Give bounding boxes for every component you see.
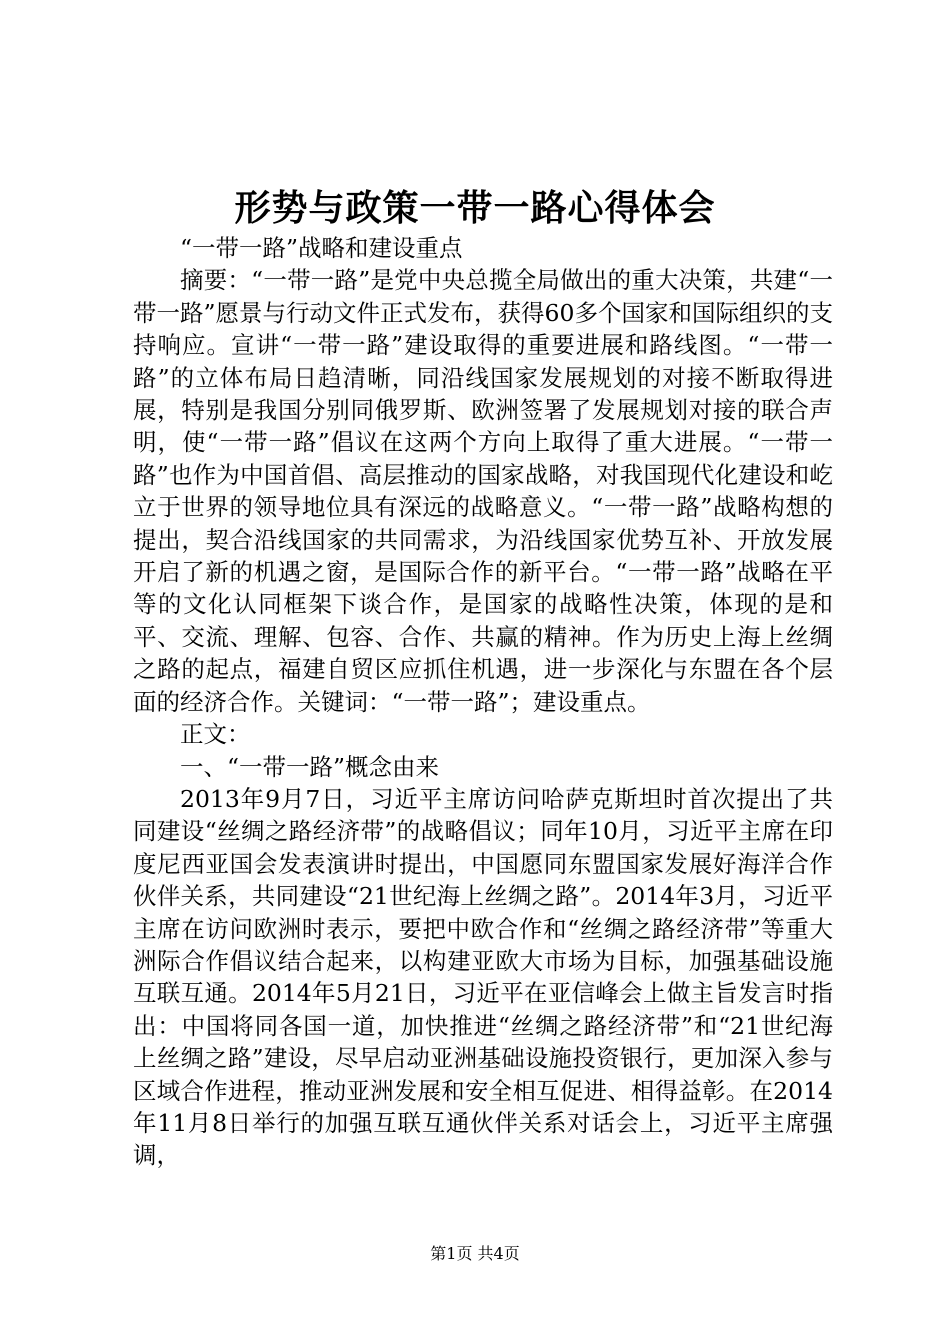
section-heading: 一、“一带一路”概念由来	[180, 752, 440, 781]
abstract-paragraph: 摘要：“一带一路”是党中央总揽全局做出的重大决策，共建“一带一路”愿景与行动文件正式发布，获得60多个国家和国际组织的支持响应。宣讲“一带一路”建设取得的重要进展和路线图。“一带一路”的立体布局日趋清晰，同沿线国家发展规划的对接不断取得进展，特别是我国分别同俄罗斯、欧洲签署了发展规划对接的联合声明，使“一带一路”倡议在这两个方向上取得了重大进展。“一带一路”也作为中国首倡、高层推动的国家战略，对我国现代化建设和屹立于世界的领导地位具有深远的战略意义。“一带一路”战略构想的提出，契合沿线国家的共同需求，为沿线国家优势互补、开放发展开启了新的机遇之窗，是国际合作的新平台。“一带一路”战略在平等的文化认同框架下谈合作，是国家的战略性决策，体现的是和平、交流、理解、包容、合作、共赢的精神。作为历史上海上丝绸之路的起点，福建自贸区应抓住机遇，进一步深化与东盟在各个层面的经济合作。关键词：“一带一路”；建设重点。	[133, 266, 833, 716]
section-subtitle: “一带一路”战略和建设重点	[180, 234, 463, 262]
document-title: 形势与政策一带一路心得体会	[234, 187, 716, 229]
main-text-label: 正文：	[180, 720, 251, 749]
page-number-footer: 第1页 共4页	[430, 1244, 520, 1263]
document-body	[133, 232, 833, 1172]
body-paragraph: 2013年9月7日，习近平主席访问哈萨克斯坦时首次提出了共同建设“丝绸之路经济带”的战略倡议；同年10月，习近平主席在印度尼西亚国会发表演讲时提出，中国愿同东盟国家发展好海洋合作伙伴关系，共同建设“21世纪海上丝绸之路”。2014年3月，习近平主席在访问欧洲时表示，要把中欧合作和“丝绸之路经济带”等重大洲际合作倡议结合起来，以构建亚欧大市场为目标，加强基础设施互联互通。2014年5月21日，习近平在亚信峰会上做主旨发言时指出：中国将同各国一道，加快推进“丝绸之路经济带”和“21世纪海上丝绸之路”建设，尽早启动亚洲基础设施投资银行，更加深入参与区域合作进程，推动亚洲发展和安全相互促进、相得益彰。在2014年11月8日举行的加强互联互通伙伴关系对话会上，习近平主席强调，	[133, 784, 833, 1170]
